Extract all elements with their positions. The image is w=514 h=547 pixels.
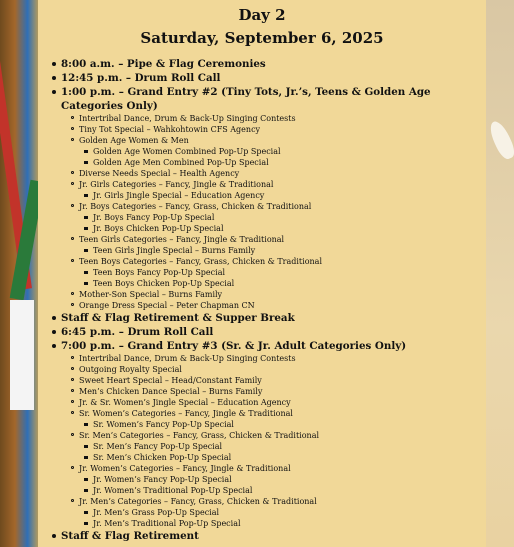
sub-event-text: Orange Dress Special – Peter Chapman CN bbox=[79, 301, 255, 310]
schedule-header bbox=[38, 0, 486, 48]
schedule-item-text: 6:45 p.m. – Drum Roll Call bbox=[61, 326, 214, 338]
special-list bbox=[79, 212, 482, 234]
schedule-item bbox=[52, 529, 482, 543]
sub-event-item bbox=[70, 234, 482, 256]
special-list bbox=[79, 441, 482, 463]
sub-event-text: Intertribal Dance, Drum & Back-Up Singing Contests bbox=[79, 114, 296, 123]
special-item: Teen Girls Jingle Special – Burns Family bbox=[84, 245, 482, 256]
sub-event-item bbox=[70, 375, 482, 386]
sub-event-text: Teen Boys Categories – Fancy, Grass, Chicken & Traditional bbox=[79, 257, 322, 266]
schedule-item bbox=[52, 339, 482, 529]
sub-event-text: Men’s Chicken Dance Special – Burns Family bbox=[79, 387, 263, 396]
sub-event-text: Diverse Needs Special – Health Agency bbox=[79, 169, 240, 178]
sub-event-item bbox=[70, 124, 482, 135]
special-item: Teen Boys Chicken Pop-Up Special bbox=[84, 278, 482, 289]
day-title: Day 2 bbox=[238, 6, 286, 24]
schedule-item bbox=[52, 311, 482, 325]
schedule-item-text: 7:00 p.m. – Grand Entry #3 (Sr. & Jr. Adult Categories Only) bbox=[61, 340, 407, 352]
sub-event-list bbox=[61, 113, 482, 311]
special-item: Golden Age Women Combined Pop-Up Special bbox=[84, 146, 482, 157]
special-item: Sr. Men’s Chicken Pop-Up Special bbox=[84, 452, 482, 463]
schedule-item-text: 12:45 p.m. – Drum Roll Call bbox=[61, 72, 221, 84]
schedule-item-text: Staff & Flag Retirement bbox=[61, 530, 199, 542]
sub-event-text: Jr. Men’s Categories – Fancy, Grass, Chicken & Traditional bbox=[79, 497, 317, 506]
special-list bbox=[79, 419, 482, 430]
sub-event-text: Tiny Tot Special – Wahkohtowin CFS Agency bbox=[79, 125, 261, 134]
sub-event-text: Teen Girls Categories – Fancy, Jingle & Traditional bbox=[79, 235, 285, 244]
schedule-item bbox=[52, 57, 482, 71]
schedule-item-text: 8:00 a.m. – Pipe & Flag Ceremonies bbox=[61, 58, 266, 70]
schedule-item-text: 1:00 p.m. – Grand Entry #2 (Tiny Tots, Jr.’s, Teens & Golden Age Categories Only) bbox=[61, 86, 431, 112]
sub-event-item bbox=[70, 397, 482, 408]
special-list bbox=[79, 507, 482, 529]
sub-event-item bbox=[70, 300, 482, 311]
special-item: Golden Age Men Combined Pop-Up Special bbox=[84, 157, 482, 168]
schedule-item bbox=[52, 71, 482, 85]
sub-event-item bbox=[70, 386, 482, 397]
special-item: Teen Boys Fancy Pop-Up Special bbox=[84, 267, 482, 278]
background-feather-photo bbox=[484, 0, 514, 547]
day-date: Saturday, September 6, 2025 bbox=[140, 29, 384, 47]
special-item: Jr. Boys Fancy Pop-Up Special bbox=[84, 212, 482, 223]
special-item: Jr. Women’s Fancy Pop-Up Special bbox=[84, 474, 482, 485]
special-list bbox=[79, 146, 482, 168]
special-list bbox=[79, 245, 482, 256]
sub-event-text: Jr. Boys Categories – Fancy, Grass, Chicken & Traditional bbox=[79, 202, 312, 211]
sub-event-text: Sweet Heart Special – Head/Constant Family bbox=[79, 376, 262, 385]
special-item: Jr. Women’s Traditional Pop-Up Special bbox=[84, 485, 482, 496]
sub-event-item bbox=[70, 463, 482, 496]
sub-event-text: Sr. Women’s Categories – Fancy, Jingle & Traditional bbox=[79, 409, 293, 418]
special-item: Jr. Girls Jingle Special – Education Agency bbox=[84, 190, 482, 201]
special-list bbox=[79, 474, 482, 496]
special-item: Jr. Boys Chicken Pop-Up Special bbox=[84, 223, 482, 234]
special-item: Jr. Men’s Grass Pop-Up Special bbox=[84, 507, 482, 518]
sub-event-item bbox=[70, 353, 482, 364]
regalia-feather-white bbox=[10, 300, 34, 410]
sub-event-list bbox=[61, 353, 482, 529]
sub-event-item bbox=[70, 408, 482, 430]
sub-event-text: Jr. Women’s Categories – Fancy, Jingle & Traditional bbox=[79, 464, 291, 473]
sub-event-item bbox=[70, 168, 482, 179]
special-item: Sr. Women’s Fancy Pop-Up Special bbox=[84, 419, 482, 430]
sub-event-text: Mother-Son Special – Burns Family bbox=[79, 290, 223, 299]
sub-event-text: Jr. & Sr. Women’s Jingle Special – Education Agency bbox=[79, 398, 291, 407]
sub-event-item bbox=[70, 256, 482, 289]
sub-event-text: Jr. Girls Categories – Fancy, Jingle & Traditional bbox=[79, 180, 274, 189]
schedule-item-text: Staff & Flag Retirement & Supper Break bbox=[61, 312, 295, 324]
schedule-item bbox=[52, 85, 482, 311]
sub-event-item bbox=[70, 430, 482, 463]
sub-event-text: Golden Age Women & Men bbox=[79, 136, 189, 145]
schedule-list bbox=[52, 57, 482, 543]
feather-icon bbox=[486, 118, 514, 161]
special-item: Jr. Men’s Traditional Pop-Up Special bbox=[84, 518, 482, 529]
sub-event-item bbox=[70, 289, 482, 300]
sub-event-item bbox=[70, 496, 482, 529]
sub-event-item bbox=[70, 179, 482, 201]
special-list bbox=[79, 267, 482, 289]
special-item: Sr. Men’s Fancy Pop-Up Special bbox=[84, 441, 482, 452]
sub-event-text: Outgoing Royalty Special bbox=[79, 365, 182, 374]
schedule-item bbox=[52, 325, 482, 339]
sub-event-item bbox=[70, 135, 482, 168]
sub-event-item bbox=[70, 364, 482, 375]
sub-event-text: Sr. Men’s Categories – Fancy, Grass, Chicken & Traditional bbox=[79, 431, 320, 440]
special-list bbox=[79, 190, 482, 201]
sub-event-item bbox=[70, 113, 482, 124]
sub-event-item bbox=[70, 201, 482, 234]
sub-event-text: Intertribal Dance, Drum & Back-Up Singing Contests bbox=[79, 354, 296, 363]
